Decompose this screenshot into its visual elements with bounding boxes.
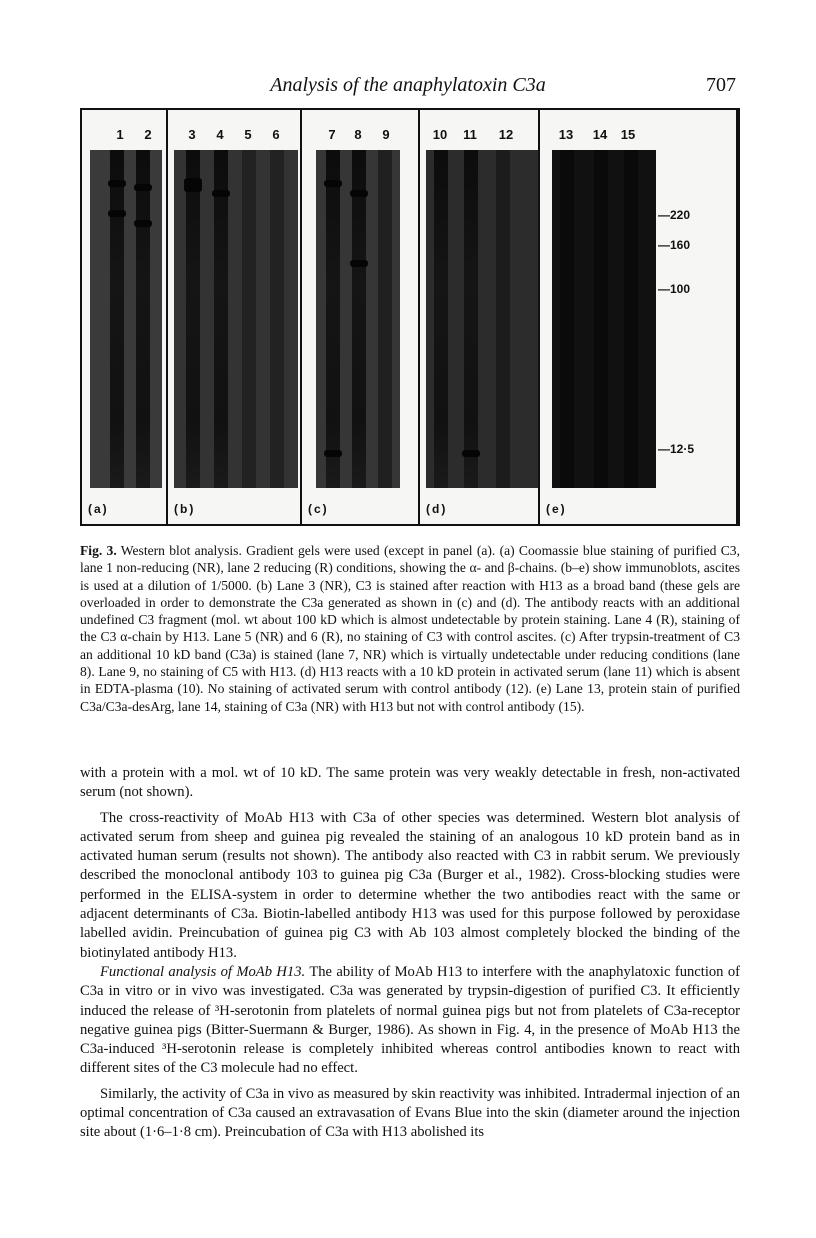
gel-image	[426, 150, 538, 488]
panel-a	[82, 110, 168, 524]
lane-label: 9	[382, 127, 390, 142]
running-title: Analysis of the anaphylatoxin C3a	[270, 74, 546, 96]
panel-letter: (b)	[174, 502, 196, 516]
panel-d	[420, 110, 540, 524]
gel-image	[316, 150, 400, 488]
gel-image	[174, 150, 298, 488]
gel-image	[552, 150, 656, 488]
lane-label: 3	[188, 127, 196, 142]
mw-marker: —220	[658, 208, 691, 222]
panel-b	[168, 110, 302, 524]
paragraph-text: The ability of MoAb H13 to interfere with the anaphylatoxic function of C3a in vitro or in vivo was investigated. C3a was generated by trypsin-digestion of purified C3. It efficiently induced the release of ³H-serotonin from platelets of normal guinea pigs but not from platelets of C3a-receptor negative guinea pigs (Bitter-Suermann & Burger, 1986). As shown in Fig. 4, in the presence of MoAb H13 the C3a-induced ³H-serotonin release is completely inhibited whereas control antibodies known to react with different sites of the C3 molecule had no effect.	[80, 963, 741, 1077]
lane-label: 10	[432, 127, 448, 142]
lane-label: 4	[216, 127, 224, 142]
body-text	[80, 764, 740, 1143]
mw-marker: —160	[658, 238, 691, 252]
panel-letter: (e)	[546, 502, 567, 516]
figure-caption	[80, 542, 740, 715]
section-heading: Functional analysis of MoAb H13.	[100, 963, 306, 980]
caption-text: Western blot analysis. Gradient gels were used (except in panel (a). (a) Coomassie blue staining of purified C3, lane 1 non-reducing (NR), lane 2 reducing (R) conditions, showing the α- and β-chains. (b–e) show immunoblots, ascites is used at a dilution of 1/5000. (b) Lane 3 (NR), C3 is stained after reaction with H13 as a broad band (these gels are overloaded in order to demonstrate the C3a generated as shown in (c) and (d). The antibody reacts with an additional undefined C3 fragment (mol. wt about 100 kD which is almost undetectable by protein staining. Lane 4 (R), staining of the C3 α-chain by H13. Lane 5 (NR) and 6 (R), no staining of C3 with control ascites. (c) After trypsin-treatment of C3 an additional 10 kD band (C3a) is stained (lane 7, NR) which is virtually undetectable under reducing conditions (lane 8). Lane 9, no staining of C5 with H13. (d) H13 reacts with a 10 kD protein in activated serum (lane 11) which is absent in EDTA-plasma (10). No staining of activated serum with control antibody (12). (e) Lane 13, protein stain of purified C3a/C3a-desArg, lane 14, staining of C3a (NR) with H13 but not with control antibody (15).	[80, 543, 741, 714]
lane-label: 12	[498, 127, 514, 142]
panel-e	[540, 110, 738, 524]
panel-letter: (a)	[88, 502, 109, 516]
paragraph: with a protein with a mol. wt of 10 kD. The same protein was very weakly detectable in fresh, non-activated serum (not shown).	[80, 765, 740, 801]
paragraph: Similarly, the activity of C3a in vivo as measured by skin reactivity was inhibited. Intradermal injection of an optimal concentration of C3a caused an extravasation of Evans Blue into the skin (diameter around the injection site about (1·6–1·8 cm). Preincubation of C3a with H13 abolished its	[80, 1085, 740, 1141]
panel-letter: (c)	[308, 502, 329, 516]
page-number: 707	[706, 74, 736, 96]
lane-label: 5	[244, 127, 252, 142]
lane-label: 2	[144, 127, 152, 142]
paragraph	[80, 963, 740, 1079]
lane-label: 11	[463, 127, 477, 142]
lane-label: 8	[354, 127, 362, 142]
gel-image	[90, 150, 162, 488]
panel-letter: (d)	[426, 502, 448, 516]
lane-label: 1	[116, 127, 124, 142]
panel-c	[302, 110, 420, 524]
paragraph: The cross-reactivity of MoAb H13 with C3a of other species was determined. Western blot analysis of activated serum from sheep and guinea pig revealed the staining of an analogous 10 kD protein band as in activated human serum (results not shown). The antibody also reacted with C3 in rabbit serum. We previously described the monoclonal antibody 103 to guinea pig C3a (Burger et al., 1982). Cross-blocking studies were performed in the ELISA-system in order to determine whether the two antibodies react with the same or adjacent determinants of C3a. Biotin-labelled antibody H13 was used for this purpose followed by peroxidase labelled avidin. Preincubation of guinea pig C3 with Ab 103 almost completely blocked the binding of the biotinylated antibody H13.	[80, 809, 740, 961]
caption-label: Fig. 3.	[80, 543, 117, 558]
western-blot-figure	[80, 108, 740, 526]
lane-label: 14	[592, 127, 608, 142]
lane-label: 6	[272, 127, 280, 142]
lane-label: 7	[328, 127, 336, 142]
lane-label: 15	[620, 127, 636, 142]
mw-marker: —100	[658, 282, 691, 296]
mw-marker: —12·5	[658, 442, 695, 456]
lane-label: 13	[558, 127, 574, 142]
